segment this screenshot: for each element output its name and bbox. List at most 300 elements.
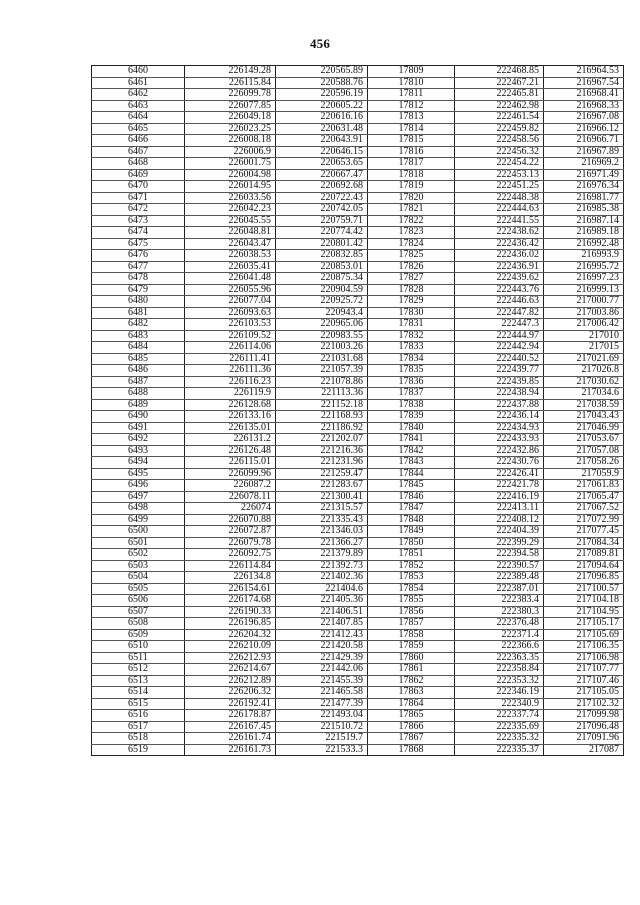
table-row: [92, 606, 624, 618]
table-row: [92, 411, 624, 423]
y-coordinate-b-cell: 217046.99: [544, 422, 624, 434]
y-coordinate-a-cell: 221202.07: [276, 434, 368, 446]
table-row: [92, 146, 624, 158]
y-coordinate-a-cell: 221412.43: [276, 629, 368, 641]
table-row: [92, 491, 624, 503]
x-coordinate-b-cell: 222454.22: [455, 158, 544, 170]
table-row: [92, 457, 624, 469]
x-coordinate-a-cell: 226041.48: [185, 273, 276, 285]
point-number-b-cell: 17852: [368, 560, 455, 572]
y-coordinate-a-cell: 220742.05: [276, 204, 368, 216]
point-number-a-cell: 6464: [92, 112, 185, 124]
table-row: [92, 721, 624, 733]
point-number-a-cell: 6484: [92, 342, 185, 354]
y-coordinate-b-cell: 216967.89: [544, 146, 624, 158]
table-row: [92, 273, 624, 285]
x-coordinate-b-cell: 222462.98: [455, 100, 544, 112]
point-number-b-cell: 17849: [368, 526, 455, 538]
point-number-a-cell: 6503: [92, 560, 185, 572]
y-coordinate-a-cell: 220646.15: [276, 146, 368, 158]
point-number-b-cell: 17834: [368, 353, 455, 365]
y-coordinate-a-cell: 221216.36: [276, 445, 368, 457]
point-number-a-cell: 6466: [92, 135, 185, 147]
point-number-a-cell: 6477: [92, 261, 185, 273]
page-number: 456: [309, 36, 331, 51]
x-coordinate-b-cell: 222444.97: [455, 330, 544, 342]
y-coordinate-b-cell: 217026.8: [544, 365, 624, 377]
table-row: [92, 66, 624, 78]
y-coordinate-a-cell: 220588.76: [276, 77, 368, 89]
point-number-a-cell: 6487: [92, 376, 185, 388]
table-row: [92, 135, 624, 147]
point-number-b-cell: 17840: [368, 422, 455, 434]
point-number-a-cell: 6512: [92, 664, 185, 676]
point-number-a-cell: 6463: [92, 100, 185, 112]
x-coordinate-a-cell: 226079.78: [185, 537, 276, 549]
point-number-a-cell: 6469: [92, 169, 185, 181]
table-row: [92, 560, 624, 572]
y-coordinate-b-cell: 216967.54: [544, 77, 624, 89]
point-number-b-cell: 17817: [368, 158, 455, 170]
y-coordinate-b-cell: 217106.35: [544, 641, 624, 653]
point-number-b-cell: 17866: [368, 721, 455, 733]
x-coordinate-b-cell: 222335.69: [455, 721, 544, 733]
table-row: [92, 158, 624, 170]
y-coordinate-b-cell: 217104.95: [544, 606, 624, 618]
point-number-b-cell: 17867: [368, 733, 455, 745]
point-number-b-cell: 17819: [368, 181, 455, 193]
point-number-b-cell: 17841: [368, 434, 455, 446]
x-coordinate-b-cell: 222438.62: [455, 227, 544, 239]
y-coordinate-a-cell: 221031.68: [276, 353, 368, 365]
coordinates-table: [91, 65, 624, 756]
x-coordinate-b-cell: 222446.63: [455, 296, 544, 308]
y-coordinate-a-cell: 221392.73: [276, 560, 368, 572]
table-row: [92, 422, 624, 434]
point-number-a-cell: 6507: [92, 606, 185, 618]
x-coordinate-a-cell: 226115.01: [185, 457, 276, 469]
point-number-b-cell: 17823: [368, 227, 455, 239]
point-number-b-cell: 17822: [368, 215, 455, 227]
point-number-b-cell: 17809: [368, 66, 455, 78]
x-coordinate-b-cell: 222366.6: [455, 641, 544, 653]
y-coordinate-a-cell: 221231.96: [276, 457, 368, 469]
point-number-a-cell: 6501: [92, 537, 185, 549]
x-coordinate-a-cell: 226023.25: [185, 123, 276, 135]
point-number-a-cell: 6472: [92, 204, 185, 216]
x-coordinate-b-cell: 222461.54: [455, 112, 544, 124]
y-coordinate-a-cell: 220722.43: [276, 192, 368, 204]
x-coordinate-a-cell: 226049.18: [185, 112, 276, 124]
table-row: [92, 549, 624, 561]
point-number-a-cell: 6461: [92, 77, 185, 89]
point-number-a-cell: 6462: [92, 89, 185, 101]
point-number-b-cell: 17830: [368, 307, 455, 319]
y-coordinate-b-cell: 217094.64: [544, 560, 624, 572]
point-number-a-cell: 6475: [92, 238, 185, 250]
point-number-a-cell: 6511: [92, 652, 185, 664]
x-coordinate-a-cell: 226092.75: [185, 549, 276, 561]
y-coordinate-b-cell: 216976.34: [544, 181, 624, 193]
y-coordinate-a-cell: 220565.89: [276, 66, 368, 78]
y-coordinate-a-cell: 220801.42: [276, 238, 368, 250]
point-number-b-cell: 17863: [368, 687, 455, 699]
y-coordinate-a-cell: 221078.86: [276, 376, 368, 388]
point-number-b-cell: 17854: [368, 583, 455, 595]
y-coordinate-b-cell: 217077.45: [544, 526, 624, 538]
x-coordinate-b-cell: 222390.57: [455, 560, 544, 572]
table-row: [92, 629, 624, 641]
point-number-a-cell: 6460: [92, 66, 185, 78]
x-coordinate-a-cell: 226077.04: [185, 296, 276, 308]
y-coordinate-a-cell: 221186.92: [276, 422, 368, 434]
y-coordinate-b-cell: 217000.77: [544, 296, 624, 308]
point-number-a-cell: 6470: [92, 181, 185, 193]
y-coordinate-a-cell: 221519.7: [276, 733, 368, 745]
x-coordinate-b-cell: 222389.48: [455, 572, 544, 584]
y-coordinate-a-cell: 220875.34: [276, 273, 368, 285]
y-coordinate-a-cell: 221493.04: [276, 710, 368, 722]
point-number-b-cell: 17844: [368, 468, 455, 480]
y-coordinate-b-cell: 217006.42: [544, 319, 624, 331]
y-coordinate-a-cell: 221259.47: [276, 468, 368, 480]
y-coordinate-b-cell: 217099.98: [544, 710, 624, 722]
point-number-a-cell: 6502: [92, 549, 185, 561]
point-number-b-cell: 17865: [368, 710, 455, 722]
y-coordinate-a-cell: 221003.26: [276, 342, 368, 354]
x-coordinate-b-cell: 222358.84: [455, 664, 544, 676]
table-row: [92, 204, 624, 216]
y-coordinate-a-cell: 221406.51: [276, 606, 368, 618]
table-row: [92, 595, 624, 607]
y-coordinate-a-cell: 221405.36: [276, 595, 368, 607]
y-coordinate-b-cell: 216966.12: [544, 123, 624, 135]
x-coordinate-b-cell: 222458.56: [455, 135, 544, 147]
x-coordinate-a-cell: 226114.84: [185, 560, 276, 572]
x-coordinate-b-cell: 222404.39: [455, 526, 544, 538]
x-coordinate-a-cell: 226087.2: [185, 480, 276, 492]
point-number-a-cell: 6505: [92, 583, 185, 595]
y-coordinate-a-cell: 220643.91: [276, 135, 368, 147]
x-coordinate-b-cell: 222459.82: [455, 123, 544, 135]
table-row: [92, 227, 624, 239]
x-coordinate-a-cell: 226206.32: [185, 687, 276, 699]
point-number-a-cell: 6494: [92, 457, 185, 469]
point-number-b-cell: 17833: [368, 342, 455, 354]
x-coordinate-b-cell: 222467.21: [455, 77, 544, 89]
x-coordinate-a-cell: 226099.96: [185, 468, 276, 480]
y-coordinate-b-cell: 217102.32: [544, 698, 624, 710]
y-coordinate-b-cell: 217057.08: [544, 445, 624, 457]
y-coordinate-b-cell: 217105.05: [544, 687, 624, 699]
y-coordinate-a-cell: 221379.89: [276, 549, 368, 561]
x-coordinate-b-cell: 222453.13: [455, 169, 544, 181]
point-number-b-cell: 17825: [368, 250, 455, 262]
y-coordinate-a-cell: 221420.58: [276, 641, 368, 653]
x-coordinate-a-cell: 226174.68: [185, 595, 276, 607]
x-coordinate-a-cell: 226126.48: [185, 445, 276, 457]
x-coordinate-b-cell: 222376.48: [455, 618, 544, 630]
table-row: [92, 583, 624, 595]
point-number-b-cell: 17831: [368, 319, 455, 331]
point-number-b-cell: 17850: [368, 537, 455, 549]
point-number-a-cell: 6467: [92, 146, 185, 158]
x-coordinate-b-cell: 222426.41: [455, 468, 544, 480]
x-coordinate-a-cell: 226093.63: [185, 307, 276, 319]
table-row: [92, 296, 624, 308]
x-coordinate-a-cell: 226131.2: [185, 434, 276, 446]
y-coordinate-b-cell: 216989.18: [544, 227, 624, 239]
point-number-b-cell: 17810: [368, 77, 455, 89]
x-coordinate-b-cell: 222371.4: [455, 629, 544, 641]
y-coordinate-b-cell: 217021.69: [544, 353, 624, 365]
y-coordinate-b-cell: 216981.77: [544, 192, 624, 204]
table-row: [92, 399, 624, 411]
point-number-b-cell: 17848: [368, 514, 455, 526]
point-number-b-cell: 17853: [368, 572, 455, 584]
y-coordinate-a-cell: 221442.06: [276, 664, 368, 676]
y-coordinate-b-cell: 217038.59: [544, 399, 624, 411]
y-coordinate-b-cell: 216971.49: [544, 169, 624, 181]
x-coordinate-a-cell: 226038.53: [185, 250, 276, 262]
point-number-a-cell: 6515: [92, 698, 185, 710]
y-coordinate-b-cell: 217096.85: [544, 572, 624, 584]
point-number-a-cell: 6476: [92, 250, 185, 262]
table-row: [92, 100, 624, 112]
y-coordinate-b-cell: 217059.9: [544, 468, 624, 480]
table-row: [92, 215, 624, 227]
point-number-a-cell: 6491: [92, 422, 185, 434]
y-coordinate-b-cell: 216967.08: [544, 112, 624, 124]
x-coordinate-b-cell: 222432.86: [455, 445, 544, 457]
y-coordinate-b-cell: 216968.33: [544, 100, 624, 112]
y-coordinate-b-cell: 217104.18: [544, 595, 624, 607]
table-row: [92, 353, 624, 365]
x-coordinate-a-cell: 226212.89: [185, 675, 276, 687]
x-coordinate-a-cell: 226033.56: [185, 192, 276, 204]
y-coordinate-b-cell: 217100.57: [544, 583, 624, 595]
point-number-a-cell: 6474: [92, 227, 185, 239]
point-number-a-cell: 6478: [92, 273, 185, 285]
table-row: [92, 514, 624, 526]
x-coordinate-b-cell: 222394.58: [455, 549, 544, 561]
point-number-b-cell: 17860: [368, 652, 455, 664]
x-coordinate-a-cell: 226154.61: [185, 583, 276, 595]
point-number-a-cell: 6500: [92, 526, 185, 538]
y-coordinate-b-cell: 217107.77: [544, 664, 624, 676]
x-coordinate-a-cell: 226114.06: [185, 342, 276, 354]
y-coordinate-b-cell: 217030.62: [544, 376, 624, 388]
point-number-a-cell: 6517: [92, 721, 185, 733]
point-number-a-cell: 6492: [92, 434, 185, 446]
point-number-a-cell: 6473: [92, 215, 185, 227]
y-coordinate-b-cell: 216966.71: [544, 135, 624, 147]
point-number-a-cell: 6516: [92, 710, 185, 722]
coordinates-table-body: [92, 66, 624, 756]
point-number-b-cell: 17838: [368, 399, 455, 411]
y-coordinate-b-cell: 217107.46: [544, 675, 624, 687]
x-coordinate-a-cell: 226149.28: [185, 66, 276, 78]
point-number-a-cell: 6493: [92, 445, 185, 457]
point-number-b-cell: 17816: [368, 146, 455, 158]
y-coordinate-a-cell: 221510.72: [276, 721, 368, 733]
x-coordinate-b-cell: 222430.76: [455, 457, 544, 469]
x-coordinate-a-cell: 226077.85: [185, 100, 276, 112]
table-row: [92, 388, 624, 400]
x-coordinate-b-cell: 222340.9: [455, 698, 544, 710]
y-coordinate-b-cell: 217089.81: [544, 549, 624, 561]
point-number-a-cell: 6504: [92, 572, 185, 584]
x-coordinate-b-cell: 222442.94: [455, 342, 544, 354]
x-coordinate-a-cell: 226210.09: [185, 641, 276, 653]
point-number-b-cell: 17856: [368, 606, 455, 618]
x-coordinate-a-cell: 226133.16: [185, 411, 276, 423]
y-coordinate-a-cell: 220653.65: [276, 158, 368, 170]
point-number-a-cell: 6496: [92, 480, 185, 492]
point-number-b-cell: 17846: [368, 491, 455, 503]
y-coordinate-a-cell: 220774.42: [276, 227, 368, 239]
table-row: [92, 733, 624, 745]
point-number-a-cell: 6518: [92, 733, 185, 745]
y-coordinate-b-cell: 217067.52: [544, 503, 624, 515]
y-coordinate-b-cell: 217003.86: [544, 307, 624, 319]
x-coordinate-a-cell: 226035.41: [185, 261, 276, 273]
y-coordinate-a-cell: 220832.85: [276, 250, 368, 262]
y-coordinate-a-cell: 220965.06: [276, 319, 368, 331]
y-coordinate-b-cell: 217015: [544, 342, 624, 354]
x-coordinate-b-cell: 222416.19: [455, 491, 544, 503]
point-number-b-cell: 17836: [368, 376, 455, 388]
x-coordinate-b-cell: 222433.93: [455, 434, 544, 446]
point-number-a-cell: 6514: [92, 687, 185, 699]
point-number-b-cell: 17855: [368, 595, 455, 607]
table-row: [92, 342, 624, 354]
point-number-b-cell: 17864: [368, 698, 455, 710]
point-number-b-cell: 17813: [368, 112, 455, 124]
y-coordinate-a-cell: 220759.71: [276, 215, 368, 227]
table-row: [92, 123, 624, 135]
y-coordinate-a-cell: 221366.27: [276, 537, 368, 549]
table-row: [92, 675, 624, 687]
x-coordinate-a-cell: 226103.53: [185, 319, 276, 331]
y-coordinate-b-cell: 217072.99: [544, 514, 624, 526]
table-row: [92, 572, 624, 584]
y-coordinate-b-cell: 216997.23: [544, 273, 624, 285]
y-coordinate-a-cell: 220631.48: [276, 123, 368, 135]
x-coordinate-b-cell: 222387.01: [455, 583, 544, 595]
x-coordinate-b-cell: 222436.02: [455, 250, 544, 262]
point-number-a-cell: 6519: [92, 744, 185, 756]
x-coordinate-b-cell: 222383.4: [455, 595, 544, 607]
y-coordinate-b-cell: 217084.34: [544, 537, 624, 549]
x-coordinate-a-cell: 226099.78: [185, 89, 276, 101]
point-number-a-cell: 6485: [92, 353, 185, 365]
x-coordinate-a-cell: 226161.74: [185, 733, 276, 745]
y-coordinate-b-cell: 217096.48: [544, 721, 624, 733]
table-row: [92, 537, 624, 549]
table-row: [92, 319, 624, 331]
y-coordinate-b-cell: 217010: [544, 330, 624, 342]
point-number-a-cell: 6482: [92, 319, 185, 331]
x-coordinate-b-cell: 222434.93: [455, 422, 544, 434]
y-coordinate-b-cell: 217034.6: [544, 388, 624, 400]
y-coordinate-a-cell: 220667.47: [276, 169, 368, 181]
point-number-a-cell: 6468: [92, 158, 185, 170]
x-coordinate-b-cell: 222436.42: [455, 238, 544, 250]
x-coordinate-a-cell: 226043.47: [185, 238, 276, 250]
y-coordinate-b-cell: 217053.67: [544, 434, 624, 446]
point-number-b-cell: 17842: [368, 445, 455, 457]
x-coordinate-a-cell: 226119.9: [185, 388, 276, 400]
x-coordinate-b-cell: 222437.88: [455, 399, 544, 411]
y-coordinate-a-cell: 221407.85: [276, 618, 368, 630]
x-coordinate-a-cell: 226042.23: [185, 204, 276, 216]
x-coordinate-a-cell: 226045.55: [185, 215, 276, 227]
point-number-a-cell: 6489: [92, 399, 185, 411]
x-coordinate-b-cell: 222346.19: [455, 687, 544, 699]
y-coordinate-b-cell: 217105.17: [544, 618, 624, 630]
point-number-b-cell: 17832: [368, 330, 455, 342]
x-coordinate-a-cell: 226072.87: [185, 526, 276, 538]
x-coordinate-b-cell: 222444.63: [455, 204, 544, 216]
y-coordinate-a-cell: 221533.3: [276, 744, 368, 756]
y-coordinate-b-cell: 216987.14: [544, 215, 624, 227]
x-coordinate-b-cell: 222439.85: [455, 376, 544, 388]
y-coordinate-a-cell: 221477.39: [276, 698, 368, 710]
x-coordinate-a-cell: 226006.9: [185, 146, 276, 158]
x-coordinate-b-cell: 222451.25: [455, 181, 544, 193]
y-coordinate-a-cell: 221315.57: [276, 503, 368, 515]
point-number-b-cell: 17858: [368, 629, 455, 641]
y-coordinate-b-cell: 216992.48: [544, 238, 624, 250]
x-coordinate-a-cell: 226167.45: [185, 721, 276, 733]
y-coordinate-b-cell: 216995.72: [544, 261, 624, 273]
point-number-a-cell: 6483: [92, 330, 185, 342]
table-row: [92, 192, 624, 204]
y-coordinate-a-cell: 220692.68: [276, 181, 368, 193]
x-coordinate-a-cell: 226204.32: [185, 629, 276, 641]
point-number-a-cell: 6509: [92, 629, 185, 641]
x-coordinate-b-cell: 222335.32: [455, 733, 544, 745]
x-coordinate-a-cell: 226008.18: [185, 135, 276, 147]
y-coordinate-a-cell: 221168.93: [276, 411, 368, 423]
x-coordinate-b-cell: 222335.37: [455, 744, 544, 756]
point-number-b-cell: 17845: [368, 480, 455, 492]
x-coordinate-a-cell: 226178.87: [185, 710, 276, 722]
x-coordinate-a-cell: 226192.41: [185, 698, 276, 710]
y-coordinate-a-cell: 220596.19: [276, 89, 368, 101]
x-coordinate-b-cell: 222337.74: [455, 710, 544, 722]
point-number-b-cell: 17820: [368, 192, 455, 204]
x-coordinate-a-cell: 226074: [185, 503, 276, 515]
table-row: [92, 112, 624, 124]
point-number-a-cell: 6513: [92, 675, 185, 687]
y-coordinate-a-cell: 220616.16: [276, 112, 368, 124]
y-coordinate-a-cell: 221429.39: [276, 652, 368, 664]
y-coordinate-b-cell: 217105.69: [544, 629, 624, 641]
y-coordinate-a-cell: 221404.6: [276, 583, 368, 595]
point-number-b-cell: 17851: [368, 549, 455, 561]
x-coordinate-a-cell: 226111.36: [185, 365, 276, 377]
point-number-a-cell: 6490: [92, 411, 185, 423]
y-coordinate-a-cell: 220925.72: [276, 296, 368, 308]
table-row: [92, 307, 624, 319]
table-row: [92, 698, 624, 710]
y-coordinate-a-cell: 220605.22: [276, 100, 368, 112]
x-coordinate-a-cell: 226116.23: [185, 376, 276, 388]
y-coordinate-b-cell: 217087: [544, 744, 624, 756]
y-coordinate-a-cell: 221402.36: [276, 572, 368, 584]
